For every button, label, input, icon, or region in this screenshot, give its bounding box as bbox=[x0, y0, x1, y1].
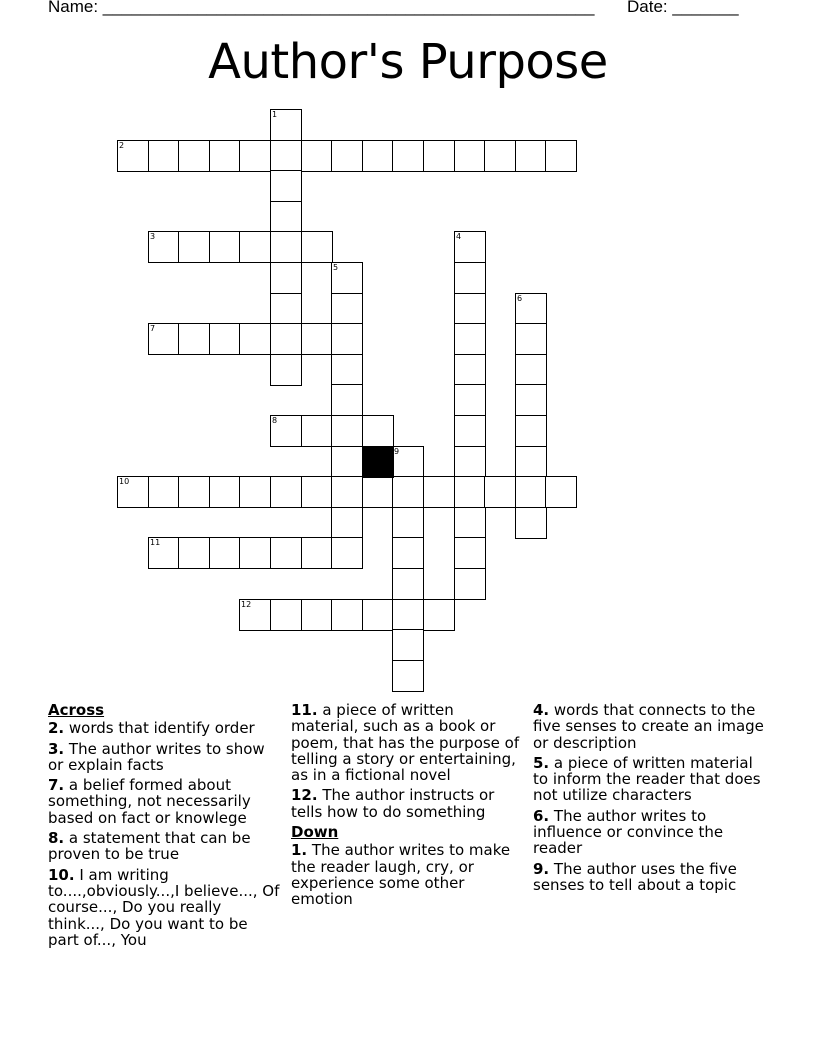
grid-cell[interactable] bbox=[301, 231, 333, 263]
grid-cell[interactable] bbox=[515, 140, 547, 172]
grid-cell[interactable] bbox=[392, 537, 424, 569]
grid-cell[interactable] bbox=[423, 476, 455, 508]
grid-cell[interactable] bbox=[454, 384, 486, 416]
clue-text: a piece of written material, such as a book or poem, that has the purpose of telling a story or entertaining, as in a fictional novel bbox=[291, 701, 520, 785]
grid-cell[interactable] bbox=[331, 323, 363, 355]
grid-cell[interactable] bbox=[392, 507, 424, 539]
grid-cell[interactable] bbox=[331, 537, 363, 569]
clue-number: 11 bbox=[150, 538, 161, 547]
grid-cell[interactable] bbox=[270, 109, 302, 141]
clue-text: words that connects to the five senses to create an image or description bbox=[533, 701, 764, 752]
clue-number: 4 bbox=[456, 232, 462, 241]
clue-number: 9 bbox=[394, 447, 400, 456]
clue-item bbox=[291, 702, 523, 783]
clue-text: The author writes to show or explain facts bbox=[48, 739, 265, 774]
grid-cell[interactable] bbox=[454, 446, 486, 478]
grid-cell[interactable] bbox=[515, 293, 547, 325]
grid-cell[interactable] bbox=[301, 415, 333, 447]
grid-cell[interactable] bbox=[148, 476, 180, 508]
grid-cell[interactable] bbox=[331, 354, 363, 386]
clue-text: I am writing to....,obviously...,I believe..., Of course..., Do you really think..., Do you want to be part of..., You bbox=[48, 865, 280, 949]
clue-text: a statement that can be proven to be true bbox=[48, 829, 251, 864]
clue-number: 8 bbox=[272, 416, 278, 425]
grid-cell[interactable] bbox=[515, 446, 547, 478]
clue-list bbox=[291, 702, 523, 820]
clue-text: words that identify order bbox=[64, 719, 255, 738]
grid-cell[interactable] bbox=[392, 446, 424, 478]
grid-cell[interactable] bbox=[545, 476, 577, 508]
clue-number-label: 4. bbox=[533, 701, 550, 719]
grid-cell[interactable] bbox=[239, 323, 271, 355]
grid-cell[interactable] bbox=[423, 140, 455, 172]
clue-number: 6 bbox=[517, 294, 523, 303]
grid-cell[interactable] bbox=[454, 415, 486, 447]
grid-cell[interactable] bbox=[362, 140, 394, 172]
grid-cell[interactable] bbox=[148, 140, 180, 172]
grid-cell[interactable] bbox=[301, 140, 333, 172]
grid-cell[interactable] bbox=[270, 262, 302, 294]
grid-cell[interactable] bbox=[178, 537, 210, 569]
grid-cell[interactable] bbox=[239, 231, 271, 263]
clue-column-2 bbox=[291, 702, 523, 912]
grid-cell[interactable] bbox=[331, 599, 363, 631]
clue-item bbox=[533, 861, 765, 894]
grid-cell[interactable] bbox=[148, 323, 180, 355]
grid-cell[interactable] bbox=[392, 599, 424, 631]
grid-cell[interactable] bbox=[270, 323, 302, 355]
clue-item bbox=[48, 720, 280, 736]
grid-cell[interactable] bbox=[515, 476, 547, 508]
clue-text: The author writes to make the reader laugh, cry, or experience some other emotion bbox=[291, 841, 511, 909]
grid-cell[interactable] bbox=[331, 262, 363, 294]
grid-cell[interactable] bbox=[454, 231, 486, 263]
grid-cell[interactable] bbox=[301, 599, 333, 631]
clue-number-label: 7. bbox=[48, 776, 65, 795]
grid-cell[interactable] bbox=[209, 537, 241, 569]
grid-cell[interactable] bbox=[178, 323, 210, 355]
grid-cell[interactable] bbox=[515, 323, 547, 355]
clue-column-3 bbox=[533, 702, 765, 897]
grid-cell[interactable] bbox=[454, 507, 486, 539]
grid-cell[interactable] bbox=[362, 476, 394, 508]
grid-cell[interactable] bbox=[178, 476, 210, 508]
grid-cell[interactable] bbox=[331, 293, 363, 325]
grid-cell[interactable] bbox=[148, 537, 180, 569]
grid-cell[interactable] bbox=[392, 140, 424, 172]
clue-number-label: 6. bbox=[533, 806, 550, 825]
black-cell bbox=[362, 446, 394, 478]
grid-cell[interactable] bbox=[270, 140, 302, 172]
grid-cell[interactable] bbox=[454, 354, 486, 386]
clue-number: 10 bbox=[119, 477, 130, 486]
clue-number-label: 3. bbox=[48, 739, 65, 758]
grid-cell[interactable] bbox=[178, 231, 210, 263]
grid-cell[interactable] bbox=[270, 599, 302, 631]
grid-cell[interactable] bbox=[209, 476, 241, 508]
grid-cell[interactable] bbox=[392, 568, 424, 600]
page-title: Author's Purpose bbox=[208, 34, 608, 90]
grid-cell[interactable] bbox=[423, 599, 455, 631]
clue-number: 2 bbox=[119, 141, 125, 150]
grid-cell[interactable] bbox=[270, 354, 302, 386]
grid-cell[interactable] bbox=[239, 537, 271, 569]
grid-cell[interactable] bbox=[392, 476, 424, 508]
grid-cell[interactable] bbox=[301, 323, 333, 355]
clue-number-label: 10. bbox=[48, 865, 75, 884]
grid-cell[interactable] bbox=[301, 537, 333, 569]
grid-cell[interactable] bbox=[270, 476, 302, 508]
clue-number-label: 12. bbox=[291, 786, 318, 805]
name-field[interactable]: Name: ____________________________________________________ bbox=[48, 0, 595, 16]
clue-item bbox=[48, 741, 280, 774]
grid-cell[interactable] bbox=[545, 140, 577, 172]
grid-cell[interactable] bbox=[484, 140, 516, 172]
grid-cell[interactable] bbox=[148, 231, 180, 263]
grid-cell[interactable] bbox=[362, 415, 394, 447]
clue-item bbox=[533, 755, 765, 804]
grid-cell[interactable] bbox=[331, 415, 363, 447]
grid-cell[interactable] bbox=[454, 140, 486, 172]
down-heading: Down bbox=[291, 823, 339, 842]
clue-number: 5 bbox=[333, 263, 339, 272]
clue-text: The author uses the five senses to tell about a topic bbox=[533, 859, 737, 894]
grid-cell[interactable] bbox=[515, 507, 547, 539]
grid-cell[interactable] bbox=[484, 476, 516, 508]
grid-cell[interactable] bbox=[392, 629, 424, 661]
grid-cell[interactable] bbox=[270, 415, 302, 447]
grid-cell[interactable] bbox=[515, 354, 547, 386]
clue-text: a piece of written material to inform the reader that does not utilize characters bbox=[533, 753, 761, 805]
grid-cell[interactable] bbox=[270, 231, 302, 263]
grid-cell[interactable] bbox=[515, 384, 547, 416]
grid-cell[interactable] bbox=[117, 476, 149, 508]
grid-cell[interactable] bbox=[331, 446, 363, 478]
clue-number-label: 9. bbox=[533, 859, 550, 878]
grid-cell[interactable] bbox=[331, 384, 363, 416]
grid-cell[interactable] bbox=[239, 140, 271, 172]
grid-cell[interactable] bbox=[454, 568, 486, 600]
clue-number-label: 2. bbox=[48, 719, 65, 738]
grid-cell[interactable] bbox=[515, 415, 547, 447]
clue-number: 7 bbox=[150, 324, 156, 333]
grid-cell[interactable] bbox=[362, 599, 394, 631]
grid-cell[interactable] bbox=[454, 476, 486, 508]
clue-item bbox=[48, 777, 280, 826]
grid-cell[interactable] bbox=[209, 231, 241, 263]
grid-cell[interactable] bbox=[331, 476, 363, 508]
clue-text: a belief formed about something, not necessarily based on fact or knowlege bbox=[48, 776, 251, 827]
grid-cell[interactable] bbox=[239, 599, 271, 631]
clue-item bbox=[533, 808, 765, 857]
grid-cell[interactable] bbox=[270, 170, 302, 202]
clue-item bbox=[291, 787, 523, 820]
grid-cell[interactable] bbox=[454, 537, 486, 569]
clue-text: The author instructs or tells how to do something bbox=[291, 786, 495, 821]
grid-cell[interactable] bbox=[209, 140, 241, 172]
grid-cell[interactable] bbox=[331, 507, 363, 539]
clue-number: 3 bbox=[150, 232, 156, 241]
grid-cell[interactable] bbox=[270, 293, 302, 325]
across-heading: Across bbox=[48, 701, 105, 719]
clue-number-label: 11. bbox=[291, 701, 318, 719]
grid-cell[interactable] bbox=[454, 262, 486, 294]
grid-cell[interactable] bbox=[239, 476, 271, 508]
clue-text: The author writes to influence or convince the reader bbox=[533, 806, 724, 858]
clue-list bbox=[533, 702, 765, 893]
grid-cell[interactable] bbox=[392, 660, 424, 692]
clue-list bbox=[291, 842, 523, 907]
grid-cell[interactable] bbox=[331, 140, 363, 172]
clue-list bbox=[48, 720, 280, 948]
grid-cell[interactable] bbox=[270, 537, 302, 569]
clue-item bbox=[291, 842, 523, 907]
grid-cell[interactable] bbox=[454, 293, 486, 325]
clue-number-label: 8. bbox=[48, 829, 65, 848]
grid-cell[interactable] bbox=[178, 140, 210, 172]
grid-cell[interactable] bbox=[209, 323, 241, 355]
clue-number: 1 bbox=[272, 110, 278, 119]
grid-cell[interactable] bbox=[454, 323, 486, 355]
grid-cell[interactable] bbox=[117, 140, 149, 172]
clue-item bbox=[48, 830, 280, 863]
date-field[interactable]: Date: _______ bbox=[627, 0, 739, 16]
clue-number-label: 5. bbox=[533, 753, 550, 772]
grid-cell[interactable] bbox=[270, 201, 302, 233]
clue-item bbox=[533, 702, 765, 751]
clue-number: 12 bbox=[241, 600, 252, 609]
clue-item bbox=[48, 867, 280, 948]
clue-number-label: 1. bbox=[291, 841, 308, 860]
grid-cell[interactable] bbox=[301, 476, 333, 508]
clue-column-1 bbox=[48, 702, 280, 952]
